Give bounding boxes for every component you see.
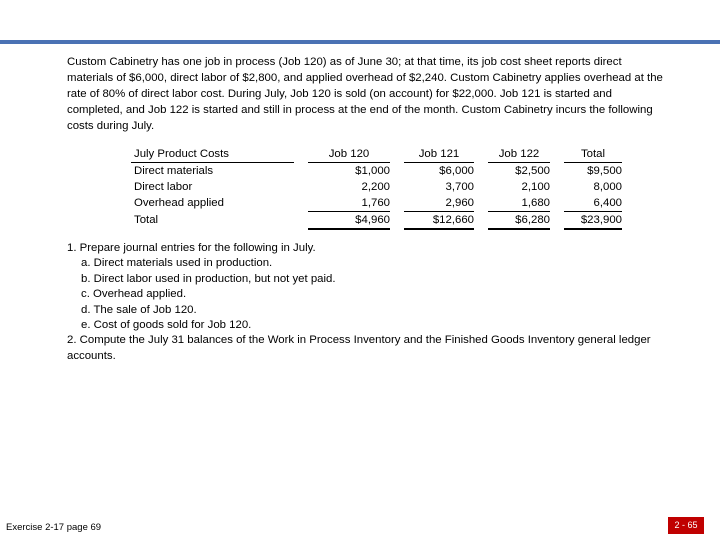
cell-value: $12,660 <box>404 212 474 230</box>
table-header-job120: Job 120 <box>308 146 390 163</box>
row-label: Direct materials <box>134 164 214 177</box>
row-label: Total <box>134 213 159 226</box>
table-row <box>131 195 622 212</box>
intro-paragraph: Custom Cabinetry has one job in process (Job 120) as of June 30; at that time, its job cost sheet reports direct materials of $6,000, direct labor of $2,800, and applied overhead of $2,240. Custom Cabinetry applies overhead at the rate of 80% of direct labor cost. During July, Job 120 is sold (on account) for $22,000. Job 121 is started and completed, and Job 122 is started and still in process at the end of the month. Custom Cabinetry incurs the following costs during July. <box>67 56 663 132</box>
table-header-row <box>131 146 622 163</box>
cell-value: $1,000 <box>355 164 390 177</box>
cell-value: 3,700 <box>445 180 474 193</box>
cell-value: 2,100 <box>521 180 550 193</box>
cell-value: $6,000 <box>439 164 474 177</box>
top-rule <box>0 40 720 44</box>
table-header-job121: Job 121 <box>404 146 474 163</box>
july-product-costs-table <box>131 146 622 230</box>
cell-value: 1,760 <box>361 196 390 209</box>
exercise-reference: Exercise 2-17 page 69 <box>6 522 102 533</box>
cell-value: 6,400 <box>593 196 622 209</box>
table-header-job122: Job 122 <box>488 146 550 163</box>
question-1c: c. Overhead applied. <box>81 288 187 301</box>
question-1d: d. The sale of Job 120. <box>81 303 197 316</box>
cell-value: 1,680 <box>521 196 550 209</box>
table-total-row <box>131 212 622 230</box>
page-number-badge: 2 - 65 <box>668 517 704 534</box>
question-1b: b. Direct labor used in production, but not yet paid. <box>81 272 336 285</box>
cell-value: $6,280 <box>488 212 550 230</box>
table-header-total: Total <box>564 146 622 163</box>
questions-list <box>67 241 667 364</box>
row-label: Direct labor <box>134 180 193 193</box>
question-1: 1. Prepare journal entries for the following in July. <box>67 242 316 254</box>
cell-value: 8,000 <box>593 180 622 193</box>
question-1e: e. Cost of goods sold for Job 120. <box>81 319 252 332</box>
cell-value: $2,500 <box>515 164 550 177</box>
question-2: 2. Compute the July 31 balances of the Work in Process Inventory and the Finished Goods Inventory general ledger accounts. <box>67 334 651 362</box>
cell-value: $9,500 <box>587 164 622 177</box>
question-1a: a. Direct materials used in production. <box>81 257 273 270</box>
cell-value: $23,900 <box>564 212 622 230</box>
table-header-label: July Product Costs <box>131 146 294 163</box>
cell-value: 2,960 <box>445 196 474 209</box>
table-row <box>131 163 622 180</box>
cell-value: $4,960 <box>308 212 390 230</box>
row-label: Overhead applied <box>134 196 224 209</box>
table-row <box>131 179 622 195</box>
cell-value: 2,200 <box>361 180 390 193</box>
